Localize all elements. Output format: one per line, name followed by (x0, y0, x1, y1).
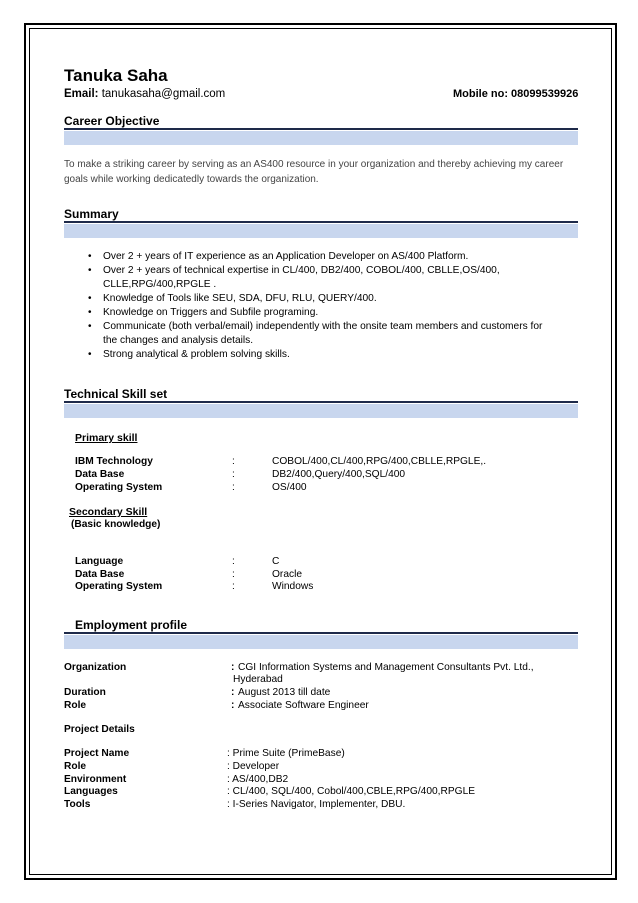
list-item: • Over 2 + years of IT experience as an Application Developer on AS/400 Platform. (88, 250, 558, 264)
section-band (64, 224, 578, 238)
project-value: : AS/400,DB2 (227, 774, 289, 785)
candidate-name: Tanuka Saha (64, 66, 168, 85)
skill-colon: : (232, 581, 235, 592)
section-title-summary: Summary (64, 207, 119, 221)
mobile-number: Mobile no: 08099539926 (453, 88, 579, 100)
section-rule (64, 128, 578, 130)
project-label: Tools (64, 799, 91, 810)
skill-value: Windows (272, 581, 314, 592)
skill-label: Language (75, 556, 124, 567)
project-value: : Developer (227, 761, 280, 772)
section-band (64, 131, 578, 145)
project-label: Languages (64, 786, 118, 797)
organization-colon: : (231, 662, 235, 673)
project-details-heading: Project Details (64, 724, 135, 735)
section-title-career: Career Objective (64, 114, 160, 128)
email-line (64, 88, 225, 100)
role-colon: : (231, 700, 235, 711)
project-label: Project Name (64, 748, 130, 759)
role-label: Role (64, 700, 87, 711)
duration-label: Duration (64, 687, 106, 698)
section-title-skills: Technical Skill set (64, 387, 168, 401)
secondary-skill-subtitle: (Basic knowledge) (71, 519, 161, 530)
list-item: • Over 2 + years of technical expertise in CL/400, DB2/400, COBOL/400, CBLLE,OS/400, CLLE,RPG/400,RPGLE . (88, 264, 558, 292)
duration-colon: : (231, 687, 235, 698)
project-value: : Prime Suite (PrimeBase) (227, 748, 345, 759)
skill-colon: : (232, 569, 235, 580)
list-item: • Knowledge of Tools like SEU, SDA, DFU, RLU, QUERY/400. (88, 292, 558, 306)
skill-value: OS/400 (272, 482, 307, 493)
organization-city: Hyderabad (233, 674, 283, 685)
skill-value: Oracle (272, 569, 303, 580)
skill-colon: : (232, 469, 235, 480)
skill-label: Operating System (75, 581, 163, 592)
list-item: • Communicate (both verbal/email) independently with the onsite team members and customers for the changes and analysis details. (88, 320, 558, 348)
list-item: • Strong analytical & problem solving skills. (88, 348, 558, 362)
skill-label: IBM Technology (75, 456, 153, 467)
skill-label: Data Base (75, 469, 125, 480)
project-value: : I-Series Navigator, Implementer, DBU. (227, 799, 406, 810)
skill-colon: : (232, 556, 235, 567)
project-label: Role (64, 761, 87, 772)
project-label: Environment (64, 774, 127, 785)
organization-value: CGI Information Systems and Management Consultants Pvt. Ltd., (238, 662, 534, 673)
role-value: Associate Software Engineer (238, 700, 369, 711)
skill-label: Operating System (75, 482, 163, 493)
section-rule (64, 221, 578, 223)
email-value: tanukasaha@gmail.com (101, 88, 226, 100)
section-title-employment: Employment profile (75, 618, 188, 632)
secondary-skill-title: Secondary Skill (69, 506, 148, 518)
email-label: Email: (64, 88, 99, 100)
skill-value: C (272, 556, 280, 567)
skill-colon: : (232, 456, 235, 467)
skill-value: COBOL/400,CL/400,RPG/400,CBLLE,RPGLE,. (272, 456, 487, 467)
primary-skill-title: Primary skill (75, 432, 138, 444)
section-rule (64, 632, 578, 634)
duration-value: August 2013 till date (238, 687, 331, 698)
section-rule (64, 401, 578, 403)
list-item: • Knowledge on Triggers and Subfile programing. (88, 306, 558, 320)
skill-value: DB2/400,Query/400,SQL/400 (272, 469, 406, 480)
summary-list (88, 250, 558, 362)
section-band (64, 635, 578, 649)
career-objective-text: To make a striking career by serving as an AS400 resource in your organization and thereby achieving my career goals while working dedicatedly towards the organization. (64, 159, 564, 185)
project-value: : CL/400, SQL/400, Cobol/400,CBLE,RPG/400,RPGLE (227, 786, 476, 797)
skill-colon: : (232, 482, 235, 493)
section-band (64, 404, 578, 418)
skill-label: Data Base (75, 569, 125, 580)
organization-label: Organization (64, 662, 127, 673)
